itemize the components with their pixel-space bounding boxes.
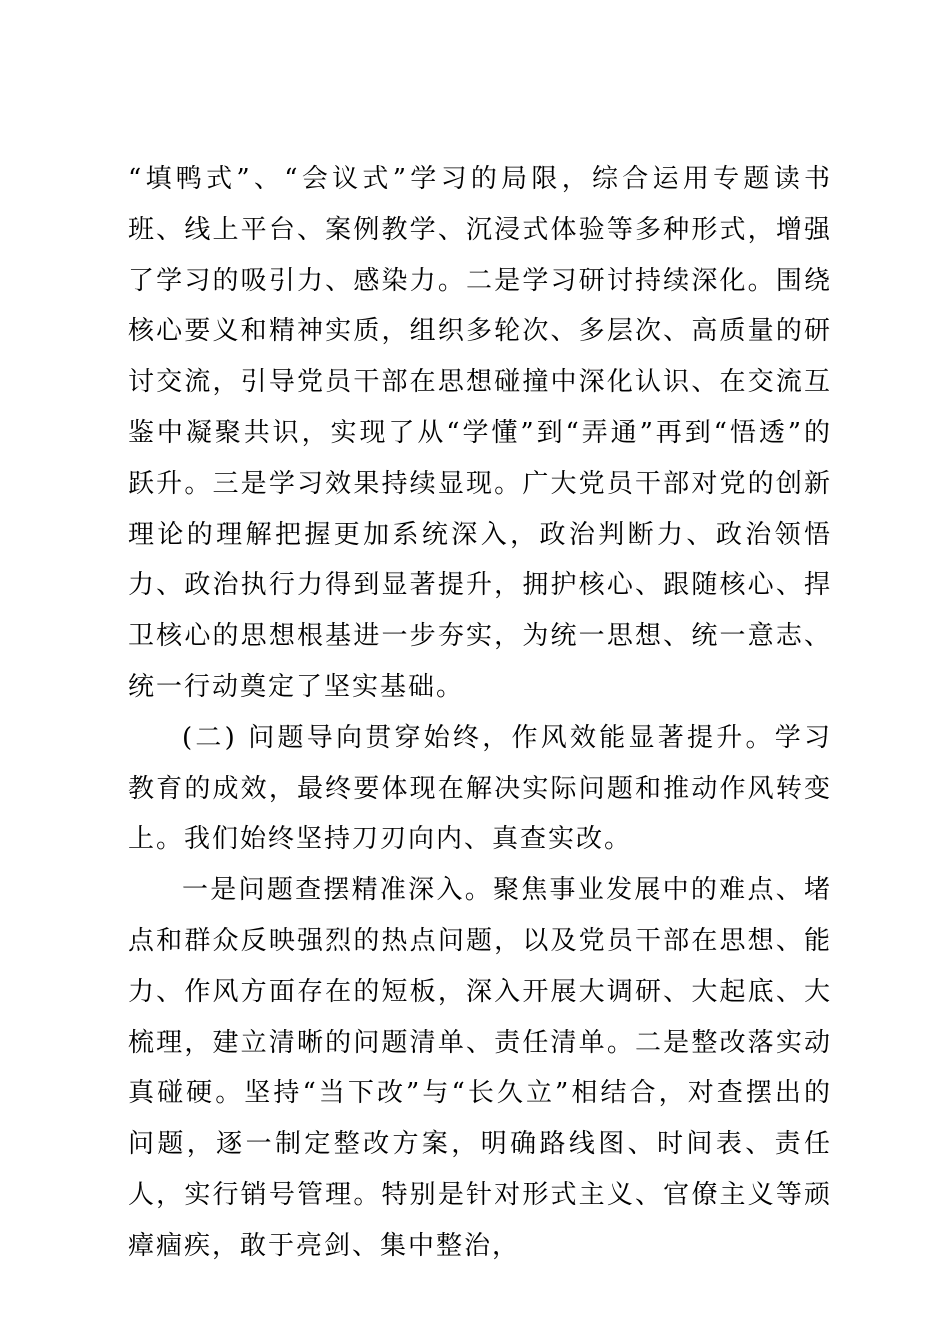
document-body (128, 154, 832, 1272)
paragraph-continued: “填鸭式”、“会议式”学习的局限，综合运用专题读书班、线上平台、案例教学、沉浸式体验等多种形式，增强了学习的吸引力、感染力。二是学习研讨持续深化。围绕核心要义和精神实质，组织多轮次、多层次、高质量的研讨交流，引导党员干部在思想碰撞中深化认识、在交流互鉴中凝聚共识，实现了从“学懂”到“弄通”再到“悟透”的跃升。三是学习效果持续显现。广大党员干部对党的创新理论的理解把握更加系统深入，政治判断力、政治领悟力、政治执行力得到显著提升，拥护核心、跟随核心、捍卫核心的思想根基进一步夯实，为统一思想、统一意志、统一行动奠定了坚实基础。 (128, 164, 832, 702)
paragraph-problem-rectification: 一是问题查摆精准深入。聚焦事业发展中的难点、堵点和群众反映强烈的热点问题，以及党员干部在思想、能力、作风方面存在的短板，深入开展大调研、大起底、大梳理，建立清晰的问题清单、责任清单。二是整改落实动真碰硬。坚持“当下改”与“长久立”相结合，对查摆出的问题，逐一制定整改方案，明确路线图、时间表、责任人，实行销号管理。特别是针对形式主义、官僚主义等顽瘴痼疾，敢于亮剑、集中整治， (128, 875, 832, 1261)
paragraph-section-two-heading: (二) 问题导向贯穿始终，作风效能显著提升。学习教育的成效，最终要体现在解决实际问题和推动作风转变上。我们始终坚持刀刃向内、真查实改。 (128, 722, 832, 855)
